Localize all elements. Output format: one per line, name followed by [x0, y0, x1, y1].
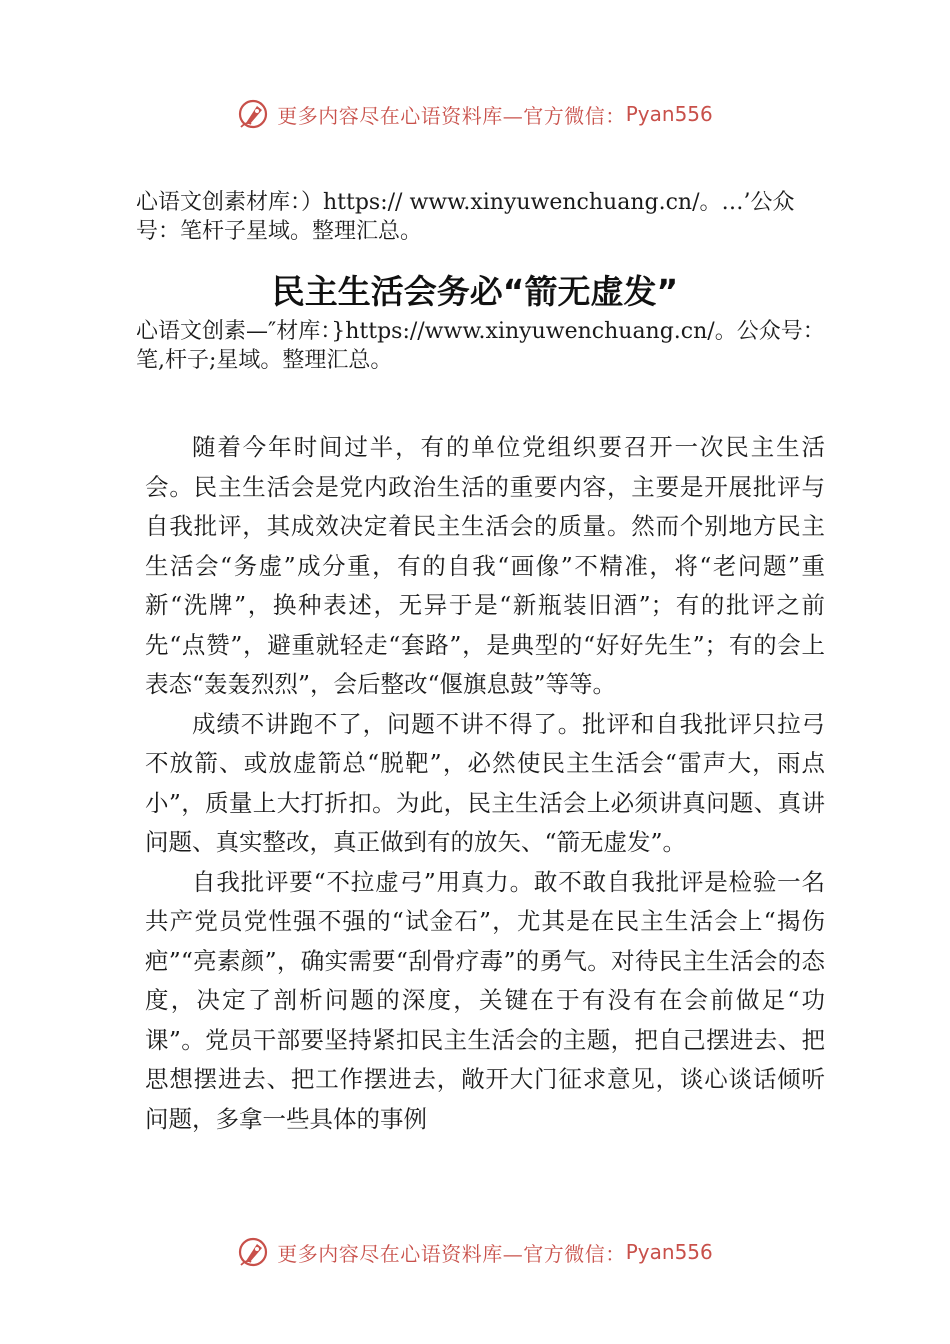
paragraph: 自我批评要“不拉虚弓”用真力。敢不敢自我批评是检验一名共产党员党性强不强的“试金石”，尤其是在民主生活会上“揭伤疤”“亮素颜”，确实需要“刮骨疗毒”的勇气。对待民主生活会的态度，决定了剖析问题的深度，关键在于有没有在会前做足“功课”。党员干部要坚持紧扣民主生活会的主题，把自己摆进去、把思想摆进去、把工作摆进去，敞开大门征求意见，谈心谈话倾听问题，多拿一些具体的事例 [145, 867, 825, 1133]
pen-nib-logo-icon [237, 1235, 271, 1269]
banner-wechat-id: Pyan556 [625, 102, 713, 126]
article-body [145, 428, 825, 1139]
source-note-bottom: 心语文创素—″材库：}https://www.xinyuwenchuang.cn/。公众号：笔,杆子;星域。整理汇总。 [136, 319, 825, 373]
footer-banner [0, 1232, 950, 1272]
document-title: 民主生活会务必“箭无虚发” [271, 272, 679, 311]
paragraph: 成绩不讲跑不了，问题不讲不得了。批评和自我批评只拉弓不放箭、或放虚箭总“脱靶”，必然使民主生活会“雷声大，雨点小”，质量上大打折扣。为此，民主生活会上必须讲真问题、真讲问题、真实整改，真正做到有的放矢、“箭无虚发”。 [145, 709, 825, 856]
banner-wechat-id: Pyan556 [625, 1240, 713, 1264]
banner-text: 更多内容尽在心语资料库—官方微信： [277, 103, 626, 128]
header-banner [0, 94, 950, 134]
paragraph: 随着今年时间过半，有的单位党组织要召开一次民主生活会。民主生活会是党内政治生活的重要内容，主要是开展批评与自我批评，其成效决定着民主生活会的质量。然而个别地方民主生活会“务虚”成分重，有的自我“画像”不精准，将“老问题”重新“洗牌”，换种表述，无异于是“新瓶装旧酒”；有的批评之前先“点赞”，避重就轻走“套路”，是典型的“好好先生”；有的会上表态“轰轰烈烈”，会后整改“偃旗息鼓”等等。 [145, 433, 825, 698]
pen-nib-logo-icon [237, 97, 271, 131]
source-note-top: 心语文创素材库：）https:// www.xinyuwenchuang.cn/。…’公众号：笔杆子星域。整理汇总。 [136, 190, 795, 244]
banner-text: 更多内容尽在心语资料库—官方微信： [277, 1241, 626, 1266]
